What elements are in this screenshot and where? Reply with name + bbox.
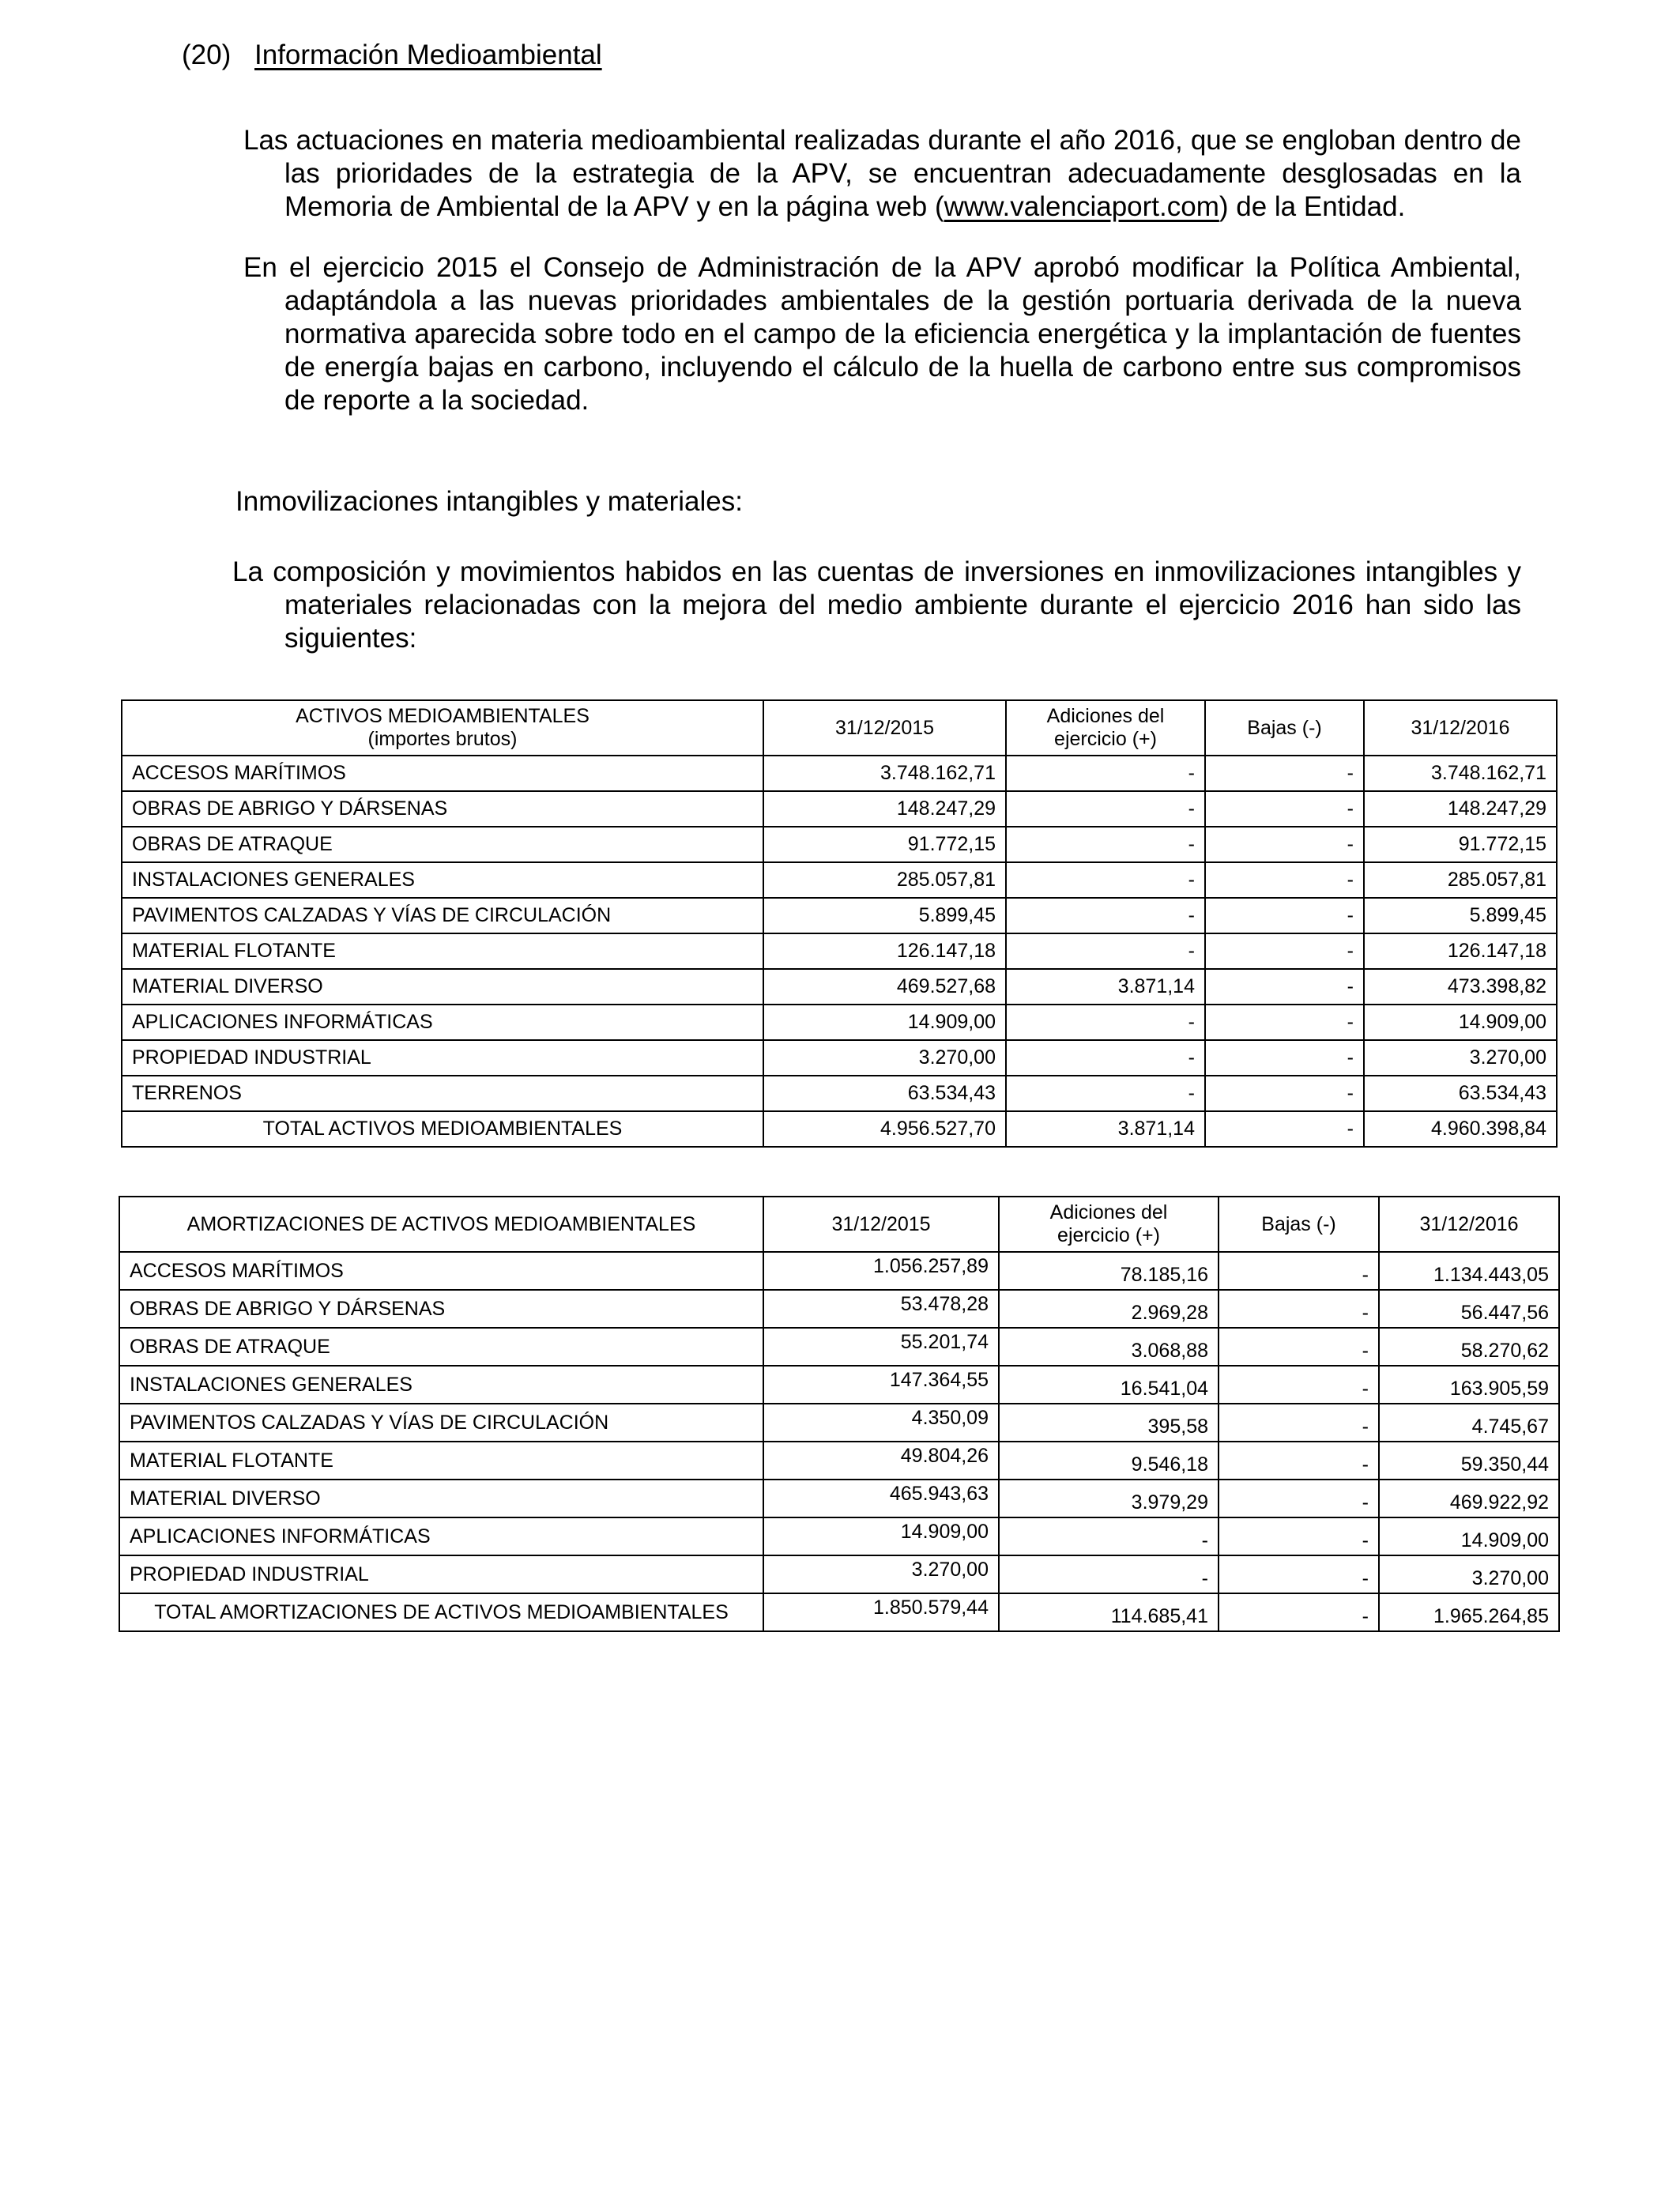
amortizaciones-cell: 4.745,67: [1379, 1404, 1559, 1442]
activos-cell: INSTALACIONES GENERALES: [122, 862, 763, 898]
amortizaciones-cell: -: [1219, 1480, 1379, 1517]
activos-cell: 3.871,14: [1006, 1111, 1205, 1147]
amortizaciones-cell: 3.068,88: [999, 1328, 1219, 1366]
amortizaciones-row: [119, 1366, 1559, 1404]
amortizaciones-total-row: [119, 1593, 1559, 1631]
activos-cell: TOTAL ACTIVOS MEDIOAMBIENTALES: [122, 1111, 763, 1147]
amortizaciones-cell: 147.364,55: [763, 1366, 999, 1404]
activos-header-row: [122, 700, 1557, 756]
activos-row: [122, 756, 1557, 791]
amortizaciones-cell: 49.804,26: [763, 1442, 999, 1480]
amortizaciones-cell: 114.685,41: [999, 1593, 1219, 1631]
amortizaciones-cell: 395,58: [999, 1404, 1219, 1442]
activos-body: [122, 756, 1557, 1147]
activos-row: [122, 1076, 1557, 1111]
activos-cell: -: [1205, 1111, 1364, 1147]
activos-cell: -: [1006, 791, 1205, 827]
amortizaciones-row: [119, 1252, 1559, 1290]
activos-cell: -: [1006, 898, 1205, 933]
amortizaciones-body: [119, 1252, 1559, 1631]
activos-cell: -: [1006, 1040, 1205, 1076]
amortizaciones-header-cell: Adiciones del ejercicio (+): [999, 1197, 1219, 1252]
section-number: (20): [182, 40, 232, 70]
activos-cell: PROPIEDAD INDUSTRIAL: [122, 1040, 763, 1076]
amortizaciones-cell: APLICACIONES INFORMÁTICAS: [119, 1517, 763, 1555]
activos-cell: 148.247,29: [1364, 791, 1557, 827]
activos-cell: 126.147,18: [1364, 933, 1557, 969]
activos-cell: 3.748.162,71: [1364, 756, 1557, 791]
amortizaciones-cell: 16.541,04: [999, 1366, 1219, 1404]
activos-cell: TERRENOS: [122, 1076, 763, 1111]
activos-row: [122, 827, 1557, 862]
activos-cell: -: [1006, 933, 1205, 969]
activos-row: [122, 1040, 1557, 1076]
amortizaciones-cell: 55.201,74: [763, 1328, 999, 1366]
activos-total-row: [122, 1111, 1557, 1147]
activos-cell: 4.960.398,84: [1364, 1111, 1557, 1147]
activos-cell: 4.956.527,70: [763, 1111, 1006, 1147]
section-heading: [182, 38, 602, 73]
amortizaciones-header-cell: Bajas (-): [1219, 1197, 1379, 1252]
amortizaciones-cell: 3.979,29: [999, 1480, 1219, 1517]
amortizaciones-header-cell: AMORTIZACIONES DE ACTIVOS MEDIOAMBIENTALES: [119, 1197, 763, 1252]
activos-cell: -: [1205, 862, 1364, 898]
activos-header-cell: Adiciones del ejercicio (+): [1006, 700, 1205, 756]
activos-cell: 91.772,15: [763, 827, 1006, 862]
activos-cell: -: [1006, 1076, 1205, 1111]
activos-header-cell: ACTIVOS MEDIOAMBIENTALES (importes brutos): [122, 700, 763, 756]
amortizaciones-cell: 469.922,92: [1379, 1480, 1559, 1517]
activos-cell: MATERIAL FLOTANTE: [122, 933, 763, 969]
activos-cell: -: [1205, 827, 1364, 862]
amortizaciones-row: [119, 1442, 1559, 1480]
paragraph-actuaciones: [243, 124, 1521, 224]
amortizaciones-cell: 3.270,00: [1379, 1555, 1559, 1593]
amortizaciones-cell: PAVIMENTOS CALZADAS Y VÍAS DE CIRCULACIÓN: [119, 1404, 763, 1442]
paragraph-actuaciones-end: ) de la Entidad.: [1219, 191, 1406, 222]
amortizaciones-cell: MATERIAL DIVERSO: [119, 1480, 763, 1517]
activos-cell: 126.147,18: [763, 933, 1006, 969]
activos-cell: 3.270,00: [1364, 1040, 1557, 1076]
activos-cell: 473.398,82: [1364, 969, 1557, 1005]
activos-cell: 148.247,29: [763, 791, 1006, 827]
activos-cell: ACCESOS MARÍTIMOS: [122, 756, 763, 791]
activos-cell: 3.748.162,71: [763, 756, 1006, 791]
amortizaciones-cell: -: [999, 1517, 1219, 1555]
amortizaciones-cell: 3.270,00: [763, 1555, 999, 1593]
amortizaciones-row: [119, 1517, 1559, 1555]
activos-cell: 469.527,68: [763, 969, 1006, 1005]
amortizaciones-cell: -: [1219, 1252, 1379, 1290]
activos-cell: 5.899,45: [1364, 898, 1557, 933]
activos-cell: 285.057,81: [1364, 862, 1557, 898]
amortizaciones-cell: 1.965.264,85: [1379, 1593, 1559, 1631]
amortizaciones-cell: TOTAL AMORTIZACIONES DE ACTIVOS MEDIOAMBIENTALES: [119, 1593, 763, 1631]
activos-cell: -: [1205, 898, 1364, 933]
activos-cell: 285.057,81: [763, 862, 1006, 898]
activos-cell: -: [1006, 862, 1205, 898]
amortizaciones-cell: -: [1219, 1290, 1379, 1328]
amortizaciones-cell: 1.134.443,05: [1379, 1252, 1559, 1290]
activos-header-cell: 31/12/2016: [1364, 700, 1557, 756]
amortizaciones-cell: 56.447,56: [1379, 1290, 1559, 1328]
amortizaciones-cell: 9.546,18: [999, 1442, 1219, 1480]
amortizaciones-row: [119, 1328, 1559, 1366]
amortizaciones-cell: 2.969,28: [999, 1290, 1219, 1328]
amortizaciones-cell: 58.270,62: [1379, 1328, 1559, 1366]
activos-table: [121, 699, 1558, 1148]
amortizaciones-header-row: [119, 1197, 1559, 1252]
activos-cell: -: [1205, 1076, 1364, 1111]
amortizaciones-cell: 14.909,00: [763, 1517, 999, 1555]
amortizaciones-cell: 14.909,00: [1379, 1517, 1559, 1555]
amortizaciones-cell: -: [1219, 1517, 1379, 1555]
activos-cell: 63.534,43: [763, 1076, 1006, 1111]
activos-cell: -: [1006, 756, 1205, 791]
amortizaciones-cell: -: [1219, 1328, 1379, 1366]
activos-row: [122, 791, 1557, 827]
activos-cell: MATERIAL DIVERSO: [122, 969, 763, 1005]
amortizaciones-cell: 1.850.579,44: [763, 1593, 999, 1631]
paragraph-politica-ambiental: En el ejercicio 2015 el Consejo de Administración de la APV aprobó modificar la Política Ambiental, adaptándola a las nuevas prioridades ambientales de la gestión portuaria derivada de la nueva normativa aparecida sobre todo en el campo de la eficiencia energética y la implantación de fuentes de energía bajas en carbono, incluyendo el cálculo de la huella de carbono entre sus compromisos de reporte a la sociedad.: [243, 252, 1521, 416]
amortizaciones-header-cell: 31/12/2016: [1379, 1197, 1559, 1252]
activos-header-cell: 31/12/2015: [763, 700, 1006, 756]
section-title: Información Medioambiental: [254, 40, 602, 70]
amortizaciones-row: [119, 1480, 1559, 1517]
activos-cell: -: [1006, 827, 1205, 862]
amortizaciones-header-cell: 31/12/2015: [763, 1197, 999, 1252]
amortizaciones-cell: 465.943,63: [763, 1480, 999, 1517]
activos-cell: 14.909,00: [1364, 1005, 1557, 1040]
activos-cell: -: [1205, 1005, 1364, 1040]
activos-cell: -: [1205, 1040, 1364, 1076]
amortizaciones-cell: -: [999, 1555, 1219, 1593]
amortizaciones-cell: -: [1219, 1555, 1379, 1593]
amortizaciones-row: [119, 1404, 1559, 1442]
amortizaciones-row: [119, 1290, 1559, 1328]
activos-cell: 14.909,00: [763, 1005, 1006, 1040]
activos-row: [122, 862, 1557, 898]
activos-cell: APLICACIONES INFORMÁTICAS: [122, 1005, 763, 1040]
amortizaciones-cell: MATERIAL FLOTANTE: [119, 1442, 763, 1480]
activos-cell: OBRAS DE ABRIGO Y DÁRSENAS: [122, 791, 763, 827]
amortizaciones-cell: ACCESOS MARÍTIMOS: [119, 1252, 763, 1290]
amortizaciones-cell: -: [1219, 1442, 1379, 1480]
amortizaciones-cell: 53.478,28: [763, 1290, 999, 1328]
activos-cell: -: [1205, 756, 1364, 791]
amortizaciones-cell: INSTALACIONES GENERALES: [119, 1366, 763, 1404]
activos-cell: 63.534,43: [1364, 1076, 1557, 1111]
activos-row: [122, 1005, 1557, 1040]
activos-row: [122, 969, 1557, 1005]
amortizaciones-row: [119, 1555, 1559, 1593]
activos-row: [122, 933, 1557, 969]
amortizaciones-cell: -: [1219, 1366, 1379, 1404]
activos-cell: 5.899,45: [763, 898, 1006, 933]
amortizaciones-table: [119, 1196, 1560, 1632]
valenciaport-link[interactable]: www.valenciaport.com: [944, 191, 1219, 222]
amortizaciones-cell: -: [1219, 1404, 1379, 1442]
activos-cell: -: [1205, 791, 1364, 827]
activos-cell: -: [1205, 933, 1364, 969]
activos-header-cell: Bajas (-): [1205, 700, 1364, 756]
subheading-inmovilizaciones: Inmovilizaciones intangibles y materiales:: [235, 486, 743, 517]
activos-cell: 91.772,15: [1364, 827, 1557, 862]
amortizaciones-cell: OBRAS DE ATRAQUE: [119, 1328, 763, 1366]
amortizaciones-cell: PROPIEDAD INDUSTRIAL: [119, 1555, 763, 1593]
amortizaciones-cell: OBRAS DE ABRIGO Y DÁRSENAS: [119, 1290, 763, 1328]
amortizaciones-cell: 59.350,44: [1379, 1442, 1559, 1480]
amortizaciones-cell: 163.905,59: [1379, 1366, 1559, 1404]
activos-cell: OBRAS DE ATRAQUE: [122, 827, 763, 862]
amortizaciones-cell: 1.056.257,89: [763, 1252, 999, 1290]
activos-row: [122, 898, 1557, 933]
amortizaciones-cell: 78.185,16: [999, 1252, 1219, 1290]
activos-cell: PAVIMENTOS CALZADAS Y VÍAS DE CIRCULACIÓN: [122, 898, 763, 933]
activos-cell: -: [1205, 969, 1364, 1005]
amortizaciones-cell: -: [1219, 1593, 1379, 1631]
activos-cell: 3.871,14: [1006, 969, 1205, 1005]
paragraph-composicion: La composición y movimientos habidos en las cuentas de inversiones en inmovilizaciones intangibles y materiales relacionadas con la mejora del medio ambiente durante el ejercicio 2016 han sido las siguientes:: [232, 556, 1521, 654]
activos-cell: 3.270,00: [763, 1040, 1006, 1076]
amortizaciones-cell: 4.350,09: [763, 1404, 999, 1442]
paragraph-actuaciones-text: Las actuaciones en materia medioambiental realizadas durante el año 2016, que se engloban dentro de las prioridades de la estrategia de la APV, se encuentran adecuadamente desglosadas en la Memoria de Ambiental de la APV y en la página web (: [243, 125, 1521, 222]
activos-cell: -: [1006, 1005, 1205, 1040]
